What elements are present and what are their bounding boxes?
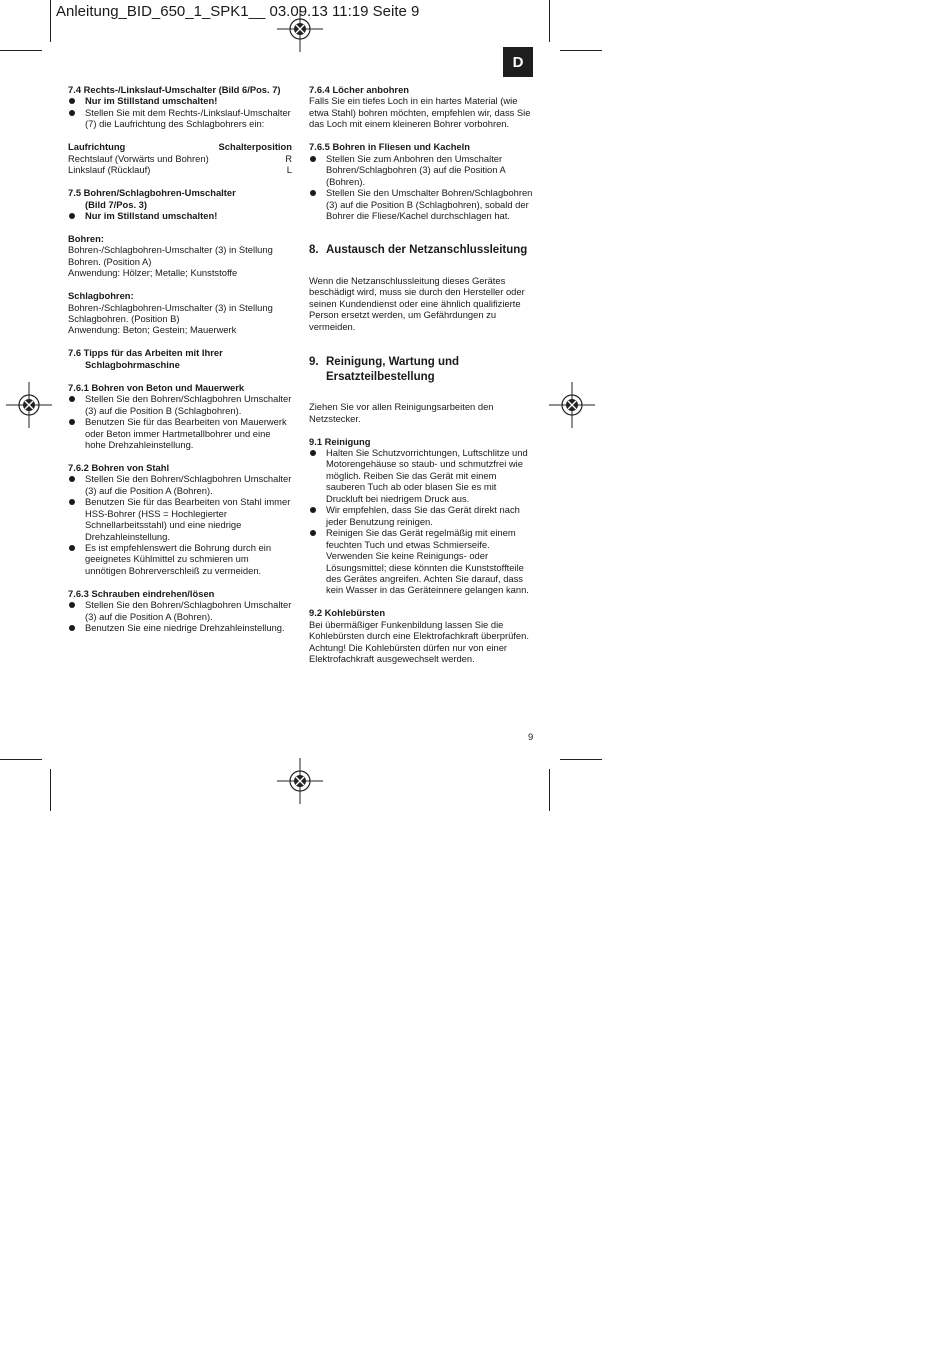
- section-heading: 7.6 Tipps für das Arbeiten mit Ihrer: [68, 347, 223, 359]
- print-header: Anleitung_BID_650_1_SPK1__ 03.09.13 11:19 Seite 9: [56, 3, 420, 20]
- paragraph: Anwendung: Hölzer; Metalle; Kunststoffe: [68, 267, 238, 279]
- section-heading: 7.4 Rechts-/Linkslauf-Umschalter (Bild 6/Pos. 7): [68, 84, 281, 95]
- chapter-title: Reinigung, Wartung und Ersatzteilbestellung: [326, 356, 460, 383]
- section-heading: 7.6.4 Löcher anbohren: [309, 84, 410, 95]
- bullet-item: Halten Sie Schutzvorrichtungen, Luftschlitze und Motorengehäuse so staub- und schmutzfrei wie möglich. Reiben Sie das Gerät mit einem sauberen Tuch ab oder blasen Sie es mit Druckluft bei niedrigem Druck aus.: [309, 447, 535, 504]
- table-header-cell: Schalterposition: [218, 141, 292, 153]
- table-cell: Rechtslauf (Vorwärts und Bohren): [68, 152, 209, 164]
- table-cell: R: [285, 152, 292, 164]
- table-row: [68, 164, 292, 175]
- registration-mark-icon: [549, 382, 595, 428]
- left-column: [68, 84, 292, 634]
- section-heading: 7.5 Bohren/Schlagbohren-Umschalter: [68, 187, 236, 199]
- chapter-number: 8.: [309, 244, 319, 257]
- bullet-item: Nur im Stillstand umschalten!: [68, 95, 292, 106]
- paragraph: Ziehen Sie vor allen Reinigungsarbeiten den Netzstecker.: [309, 401, 494, 424]
- table-header-cell: Laufrichtung: [68, 141, 126, 153]
- language-tab: D: [503, 47, 533, 77]
- table-cell: L: [286, 164, 292, 176]
- crop-mark: [560, 50, 602, 51]
- subheading: Schlagbohren:: [68, 290, 134, 302]
- section-heading: (Bild 7/Pos. 3): [85, 198, 147, 210]
- paragraph: Bei übermäßiger Funkenbildung lassen Sie die Kohlebürsten durch eine Elektrofachkraft überprüfen. Achtung! Die Kohlebürsten dürfen nur von einer Elektrofachkraft ausgewechselt werden.: [309, 618, 529, 665]
- section-heading: 9.1 Reinigung: [309, 435, 371, 447]
- bullet-item: Wir empfehlen, dass Sie das Gerät direkt nach jeder Benutzung reinigen.: [309, 504, 535, 527]
- section-heading: 7.6.2 Bohren von Stahl: [68, 461, 170, 473]
- paragraph: Falls Sie ein tiefes Loch in ein hartes Material (wie etwa Stahl) bohren möchten, empfehlen wir, dass Sie das Loch mit einem kleineren Bohrer vorbohren.: [309, 95, 531, 130]
- section-heading: 7.6.5 Bohren in Fliesen und Kacheln: [309, 141, 470, 153]
- bullet-item: Benutzen Sie für das Bearbeiten von Mauerwerk oder Beton immer Hartmetallbohrer und eine hohe Drehzahleinstellung.: [68, 416, 292, 450]
- section-heading: 9.2 Kohlebürsten: [309, 607, 386, 619]
- crop-mark: [50, 769, 51, 811]
- crop-mark: [0, 759, 42, 760]
- crop-mark: [560, 759, 602, 760]
- crop-mark: [549, 0, 550, 42]
- bullet-item: Stellen Sie den Umschalter Bohren/Schlagbohren (3) auf die Position B (Schlagbohren), sobald der Bohrer die Fliese/Kachel durchschlagen hat.: [309, 187, 535, 221]
- section-heading: 7.6.1 Bohren von Beton und Mauerwerk: [68, 381, 245, 393]
- bullet-item: Reinigen Sie das Gerät regelmäßig mit einem feuchten Tuch und etwas Schmierseife. Verwenden Sie keine Reinigungs- oder Lösungsmittel; diese könnten die Kunststoffteile des Gerätes angreifen. Achten Sie darauf, dass kein Wasser in das Geräteinnere gelangen kann.: [309, 527, 535, 596]
- registration-mark-icon: [277, 6, 323, 52]
- paragraph: Wenn die Netzanschlussleitung dieses Gerätes beschädigt wird, muss sie durch den Hersteller oder seinen Kundendienst oder eine ähnlich qualifizierte Person ersetzt werden, um Gefährdungen zu vermeiden.: [309, 274, 525, 332]
- crop-mark: [549, 769, 550, 811]
- bullet-item: Stellen Sie den Bohren/Schlagbohren Umschalter (3) auf die Position A (Bohren).: [68, 599, 292, 622]
- paragraph: Bohren-/Schlagbohren-Umschalter (3) in Stellung Bohren. (Position A): [68, 244, 273, 267]
- chapter-heading: [309, 355, 535, 384]
- table-header: [68, 141, 292, 152]
- right-column: [309, 84, 535, 665]
- crop-mark: [0, 50, 42, 51]
- registration-mark-icon: [277, 758, 323, 804]
- subheading: Bohren:: [68, 232, 104, 244]
- bullet-item: Benutzen Sie eine niedrige Drehzahleinstellung.: [68, 622, 292, 633]
- crop-mark: [50, 0, 51, 42]
- page-number: 9: [528, 731, 534, 742]
- table-row: [68, 153, 292, 164]
- bullet-item: Stellen Sie den Bohren/Schlagbohren Umschalter (3) auf die Position B (Schlagbohren).: [68, 393, 292, 416]
- registration-mark-icon: [6, 382, 52, 428]
- chapter-heading: [309, 243, 535, 258]
- paragraph: Anwendung: Beton; Gestein; Mauerwerk: [68, 324, 237, 336]
- table-cell: Linkslauf (Rücklauf): [68, 164, 151, 176]
- paragraph: Bohren-/Schlagbohren-Umschalter (3) in Stellung Schlagbohren. (Position B): [68, 301, 273, 324]
- chapter-title: Austausch der Netzanschlussleitung: [326, 244, 528, 257]
- bullet-item: Benutzen Sie für das Bearbeiten von Stahl immer HSS-Bohrer (HSS = Hochlegierter Schnellarbeitsstahl) und eine niedrige Drehzahleinstellung.: [68, 496, 292, 542]
- section-heading: Schlagbohrmaschine: [85, 358, 180, 370]
- bullet-item: Es ist empfehlenswert die Bohrung durch ein geeignetes Kühlmittel zu schmieren um unnötigen Bohrerverschleiß zu vermeiden.: [68, 542, 292, 576]
- chapter-number: 9.: [309, 356, 319, 369]
- bullet-item: Stellen Sie zum Anbohren den Umschalter Bohren/Schlagbohren (3) auf die Position A (Bohren).: [309, 153, 535, 187]
- bullet-item: Stellen Sie mit dem Rechts-/Linkslauf-Umschalter (7) die Laufrichtung des Schlagbohrers ein:: [68, 107, 292, 130]
- bullet-item: Stellen Sie den Bohren/Schlagbohren Umschalter (3) auf die Position A (Bohren).: [68, 473, 292, 496]
- bullet-item: Nur im Stillstand umschalten!: [68, 210, 292, 221]
- section-heading: 7.6.3 Schrauben eindrehen/lösen: [68, 587, 215, 599]
